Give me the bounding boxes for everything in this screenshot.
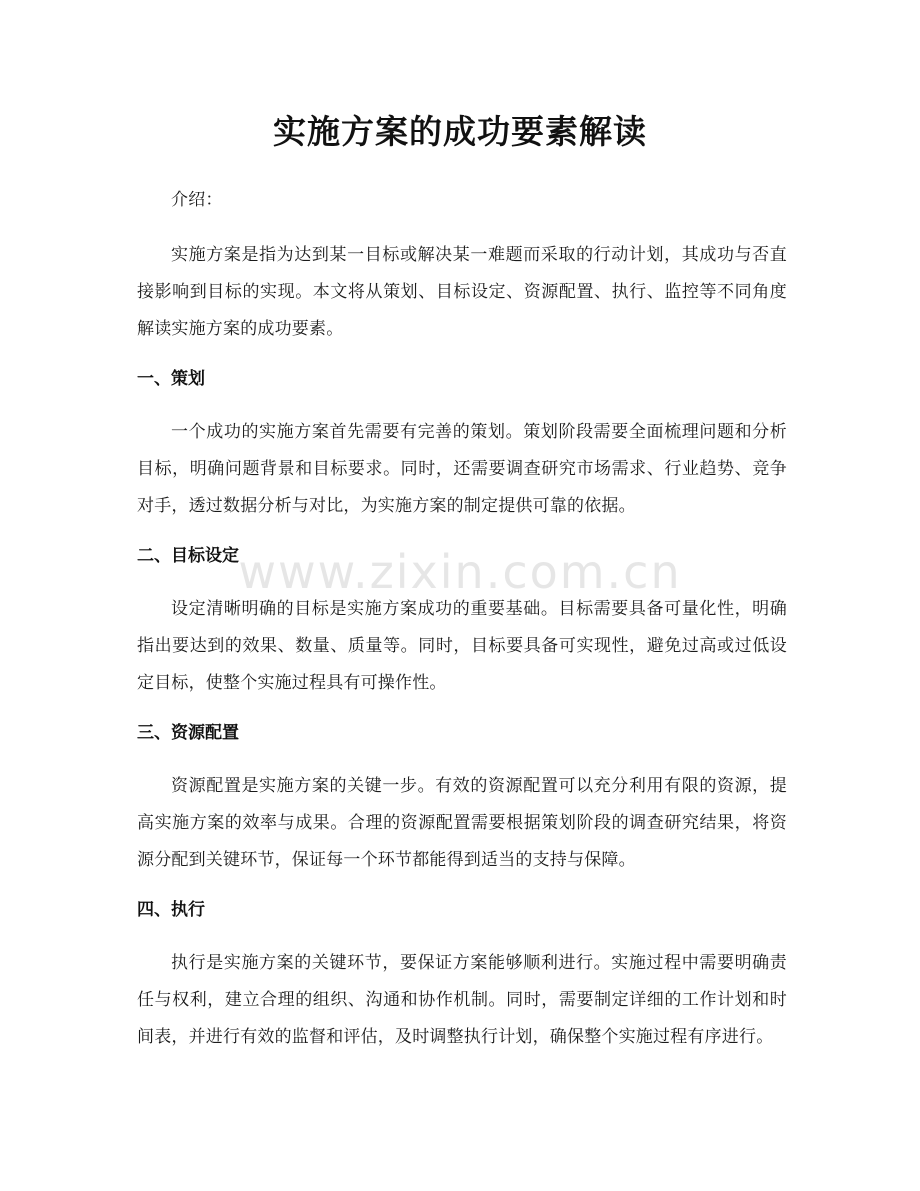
section-heading-resource-allocation: 三、资源配置 [137,723,239,743]
section-heading-execution: 四、执行 [137,900,205,920]
section-paragraph-goal-setting: 设定清晰明确的目标是实施方案成功的重要基础。目标需要具备可量化性，明确指出要达到的效果、数量、质量等。同时，目标要具备可实现性，避免过高或过低设定目标，使整个实施过程具有可操作性。 [137,599,787,693]
document-body [137,182,787,1072]
document-title: 实施方案的成功要素解读 [273,112,647,151]
intro-label: 介绍： [171,190,223,210]
section-paragraph-execution: 执行是实施方案的关键环节，要保证方案能够顺利进行。实施过程中需要明确责任与权利，建立合理的组织、沟通和协作机制。同时，需要制定详细的工作计划和时间表，并进行有效的监督和评估，及时调整执行计划，确保整个实施过程有序进行。 [137,953,787,1047]
section-paragraph-planning: 一个成功的实施方案首先需要有完善的策划。策划阶段需要全面梳理问题和分析目标，明确问题背景和目标要求。同时，还需要调查研究市场需求、行业趋势、竞争对手，透过数据分析与对比，为实施方案的制定提供可靠的依据。 [137,422,787,516]
watermark-text: www.zixin.com.cn [238,545,682,599]
section-heading-goal-setting: 二、目标设定 [137,546,239,566]
intro-paragraph: 实施方案是指为达到某一目标或解决某一难题而采取的行动计划，其成功与否直接影响到目标的实现。本文将从策划、目标设定、资源配置、执行、监控等不同角度解读实施方案的成功要素。 [137,245,787,339]
section-paragraph-resource-allocation: 资源配置是实施方案的关键一步。有效的资源配置可以充分利用有限的资源，提高实施方案的效率与成果。合理的资源配置需要根据策划阶段的调查研究结果，将资源分配到关键环节，保证每一个环节都能得到适当的支持与保障。 [137,776,787,870]
section-heading-planning: 一、策划 [137,369,205,389]
